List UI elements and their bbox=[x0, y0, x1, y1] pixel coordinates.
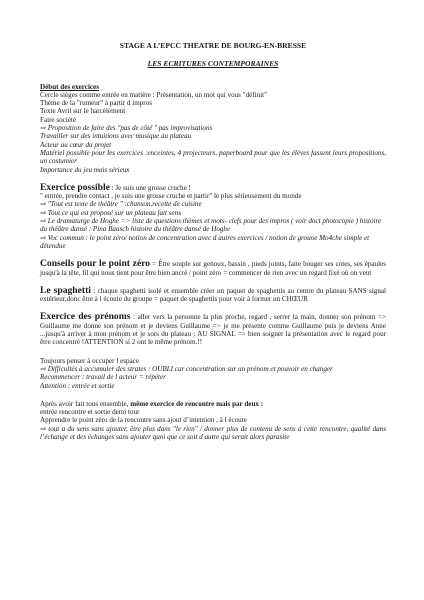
text-line: Thème de la "rumeur" à partir d impros bbox=[40, 99, 152, 108]
section-apres bbox=[40, 400, 386, 441]
text-line: Texte Avril sur le harcèlement bbox=[40, 107, 126, 116]
text-line: ⇨ Tout ce qui est proposé sur un plateau fait sens bbox=[40, 208, 181, 217]
text-line: entrée rencontre et sortie demi tour bbox=[40, 408, 140, 417]
section-text: : chaque spaghetti isolé et ensemble créer un paquet de spaghettis au centre du plateau SANS signal extérieur,donc être à l écoute du groupe = paquet de spaghettis pour voir à former un CHŒUR bbox=[40, 286, 386, 304]
section-intro: Après avoir fait tous ensemble, bbox=[40, 399, 131, 408]
section-toujours bbox=[40, 357, 386, 390]
text-line: Importance du jeu mais sérieux bbox=[40, 165, 130, 174]
text-line: Faire société bbox=[40, 115, 77, 124]
section-heading: Conseils pour le point zéro bbox=[40, 258, 151, 270]
section-heading: Exercice possible bbox=[40, 181, 110, 193]
text-line: Travailler sur des intuitions avec musique au plateau bbox=[40, 132, 192, 141]
text-line: Matériel possible pour les exercices :enceintes, 4 projecteurs, paperboard pour que les élèves fassent leurs propositions, un costumier bbox=[40, 148, 386, 166]
document-title: STAGE A L’EPCC THEATRE DE BOURG-EN-BRESSE bbox=[119, 41, 307, 50]
section-heading: Le spaghetti bbox=[40, 284, 91, 296]
text-line: ⇨ Proposition de faire des "pas de côté " pas improvisations bbox=[40, 124, 213, 133]
section-heading: Début des exercices bbox=[40, 82, 99, 91]
section-prenoms bbox=[40, 313, 386, 346]
section-heading: Exercice des prénoms bbox=[40, 311, 131, 323]
text-line: " entrée, prendre contact , je suis une grosse cruche et partir" le plus sérieusement du monde bbox=[40, 192, 302, 201]
text-line: ⇨ Voc commun : le point zéro/ notion de concentration avec d autres exercices / notion de grouoe Mo4che simple et détendue bbox=[40, 233, 370, 250]
text-line: Cercle sièges comme entrée en matière : Présentation, un mot qui vous "définit" bbox=[40, 90, 268, 99]
section-exercice-possible bbox=[40, 181, 386, 250]
text-line: ⇨ Le dramaturge de Hoghe => liste de questions thèmes et mots- clefs pour des impros ( voir doct photocopie ) histoire du théâtre dansé : Pina Bausch histoire du théâtre dansé de Hoghe bbox=[40, 217, 382, 234]
section-text: = Être souple sur genoux, bassin , pieds joints, faite bouger ses cotes, ses épaules jusqu'à la tête, fil qui nous tient pour être bien ancré / point zéro = commencer de rien avec un regard fixé où on veut bbox=[40, 260, 386, 277]
text-line: ⇨ Difficultés à accumuler des strates : OUBLI car concentration sur un prénom et pouvoir en changer bbox=[40, 364, 333, 373]
section-text: : aller vers la personne la plus proche, regard , serrer la main, donner son prénom => Guillaume me donne son prénom et je deviens Guillaume => je me présente comme Guillaume puis je deviens Anne ...jusqu'à arriver à mon prénom et je sors du plateau : AU SIGNAL => bien soigner la présentation avec le regard pour être concentré !ATTENTION si 2 ont le même prénom.!! bbox=[40, 313, 386, 347]
text-line: Acteur au cœur du projet bbox=[40, 140, 112, 149]
section-spaghetti bbox=[40, 284, 386, 304]
text-line: Apprendre le point zéro de la rencontre sans ajout d’intention , à l écoute bbox=[40, 416, 247, 425]
section-intro-bold: même exercice de rencontre mais par deux : bbox=[130, 399, 264, 408]
section-debut bbox=[40, 83, 386, 174]
section-heading-rest: : Je suis une grosse cruche ! bbox=[109, 183, 191, 192]
text-line: Toujours penser à occuper l espace bbox=[40, 356, 139, 365]
text-line: Attention : entrée et sortie bbox=[40, 381, 115, 390]
text-line: Recommencer : travail de l acteur = répéter bbox=[40, 373, 166, 382]
text-line: ⇨ tout a du sens sans ajouter, être plus dans "le rien" / donner plus de contenu de sens à cette rencontre, qualité dans l’échange et des échanges sans ajouter quoi que ce soit d autre qui serait alors parasite bbox=[40, 424, 386, 441]
text-line: ⇨ "Tout est texte de théâtre " :chanson,recette de cuisine bbox=[40, 200, 202, 209]
document-subtitle: LES ECRITURES CONTEMPORAINES bbox=[147, 59, 279, 69]
section-conseils bbox=[40, 260, 386, 277]
